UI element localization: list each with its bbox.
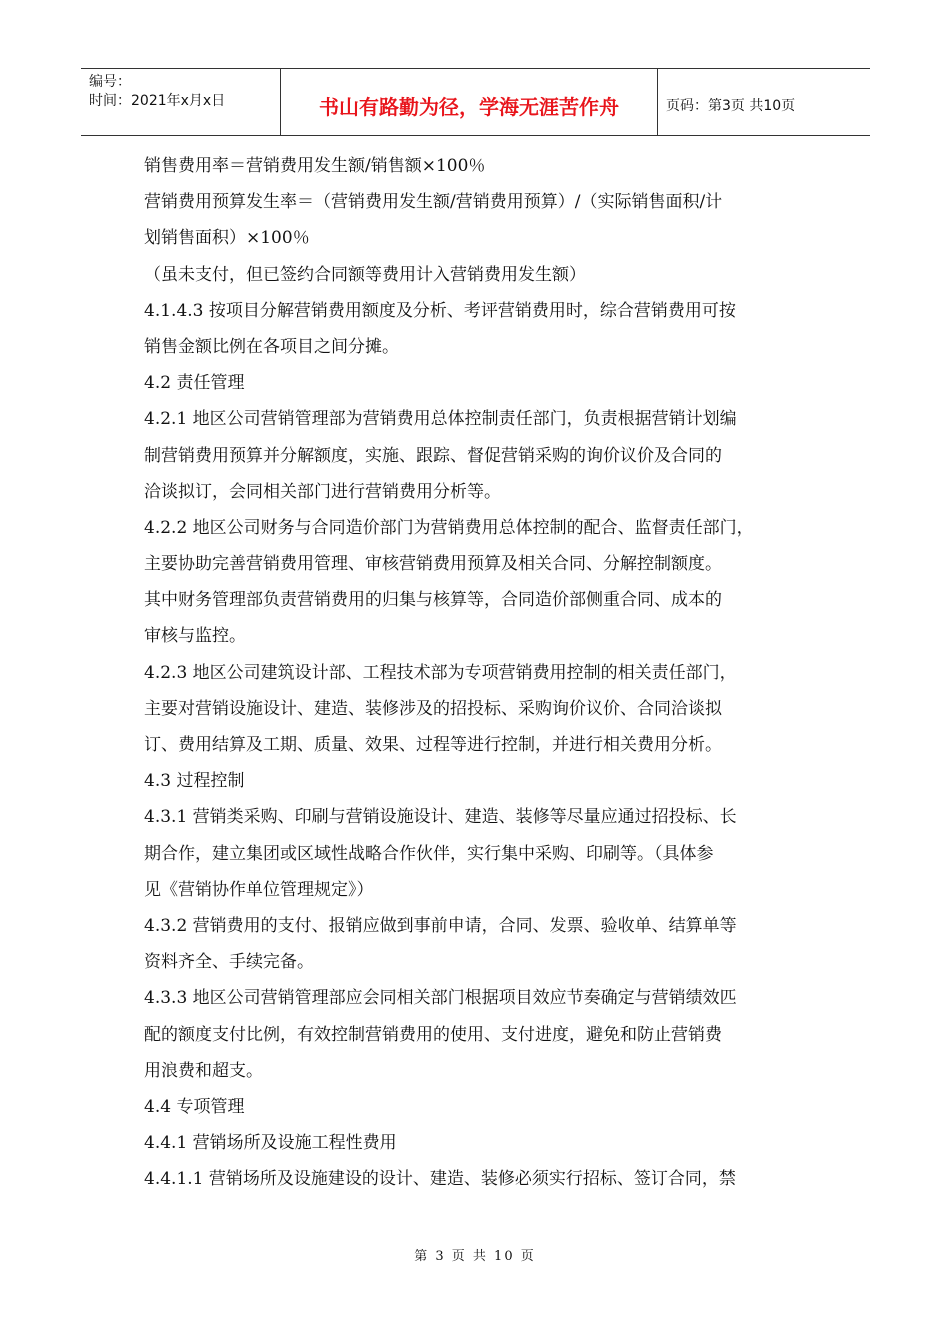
body-line: 主要协助完善营销费用管理、审核营销费用预算及相关合同、分解控制额度。 — [144, 554, 722, 575]
body-line: 营销费用预算发生率＝（营销费用发生额/营销费用预算）/（实际销售面积/计 — [144, 192, 723, 213]
body-line: 用浪费和超支。 — [144, 1060, 263, 1081]
body-line: 4.3.3 地区公司营销管理部应会同相关部门根据项目效应节奏确定与营销绩效匹 — [144, 988, 737, 1009]
body-line: 4.3.1 营销类采购、印刷与营销设施设计、建造、装修等尽量应通过招投标、长 — [144, 807, 737, 828]
body-line: 4.3.2 营销费用的支付、报销应做到事前申请，合同、发票、验收单、结算单等 — [144, 915, 737, 936]
page-footer: 第 3 页 共 10 页 — [414, 1249, 536, 1264]
body-line: 主要对营销设施设计、建造、装修涉及的招投标、采购询价议价、合同洽谈拟 — [144, 698, 722, 719]
section-heading: 4.4 专项管理 — [144, 1096, 245, 1117]
document-body — [144, 148, 824, 1197]
body-line: 销售费用率＝营销费用发生额/销售额×100％ — [144, 156, 486, 176]
document-number-label: 编号： — [89, 74, 131, 90]
body-line: 其中财务管理部负责营销费用的归集与核算等，合同造价部侧重合同、成本的 — [144, 590, 722, 611]
body-line: （虽未支付，但已签约合同额等费用计入营销费用发生额） — [144, 264, 586, 285]
page-header — [81, 68, 870, 136]
body-line: 资料齐全、手续完备。 — [144, 952, 314, 973]
section-heading: 4.2 责任管理 — [144, 373, 245, 394]
body-line: 期合作，建立集团或区域性战略合作伙伴，实行集中采购、印刷等。（具体参 — [144, 843, 714, 864]
body-line: 制营销费用预算并分解额度，实施、跟踪、督促营销采购的询价议价及合同的 — [144, 445, 722, 466]
document-time-label: 时间：2021年x月x日 — [89, 93, 226, 109]
body-line: 4.4.1.1 营销场所及设施建设的设计、建造、装修必须实行招标、签订合同，禁 — [144, 1169, 736, 1190]
body-line: 4.2.2 地区公司财务与合同造价部门为营销费用总体控制的配合、监督责任部门， — [144, 517, 754, 538]
body-line: 审核与监控。 — [144, 626, 246, 647]
subsection-heading: 4.4.1 营销场所及设施工程性费用 — [144, 1133, 397, 1154]
body-line: 销售金额比例在各项目之间分摊。 — [144, 336, 399, 357]
body-line: 配的额度支付比例，有效控制营销费用的使用、支付进度，避免和防止营销费 — [144, 1024, 722, 1045]
section-heading: 4.3 过程控制 — [144, 771, 245, 792]
body-line: 订、费用结算及工期、质量、效果、过程等进行控制，并进行相关费用分析。 — [144, 735, 722, 755]
body-line: 4.2.3 地区公司建筑设计部、工程技术部为专项营销费用控制的相关责任部门， — [144, 662, 737, 683]
header-page-code: 页码：第3页 共10页 — [666, 98, 796, 114]
header-motto: 书山有路勤为径，学海无涯苦作舟 — [281, 69, 658, 135]
body-line: 划销售面积）×100％ — [144, 228, 310, 249]
body-line: 洽谈拟订，会同相关部门进行营销费用分析等。 — [144, 481, 501, 502]
body-line: 4.2.1 地区公司营销管理部为营销费用总体控制责任部门，负责根据营销计划编 — [144, 409, 737, 430]
body-line: 见《营销协作单位管理规定》） — [144, 879, 374, 900]
header-info-cell — [81, 69, 281, 135]
body-line: 4.1.4.3 按项目分解营销费用额度及分析、考评营销费用时，综合营销费用可按 — [144, 300, 736, 321]
